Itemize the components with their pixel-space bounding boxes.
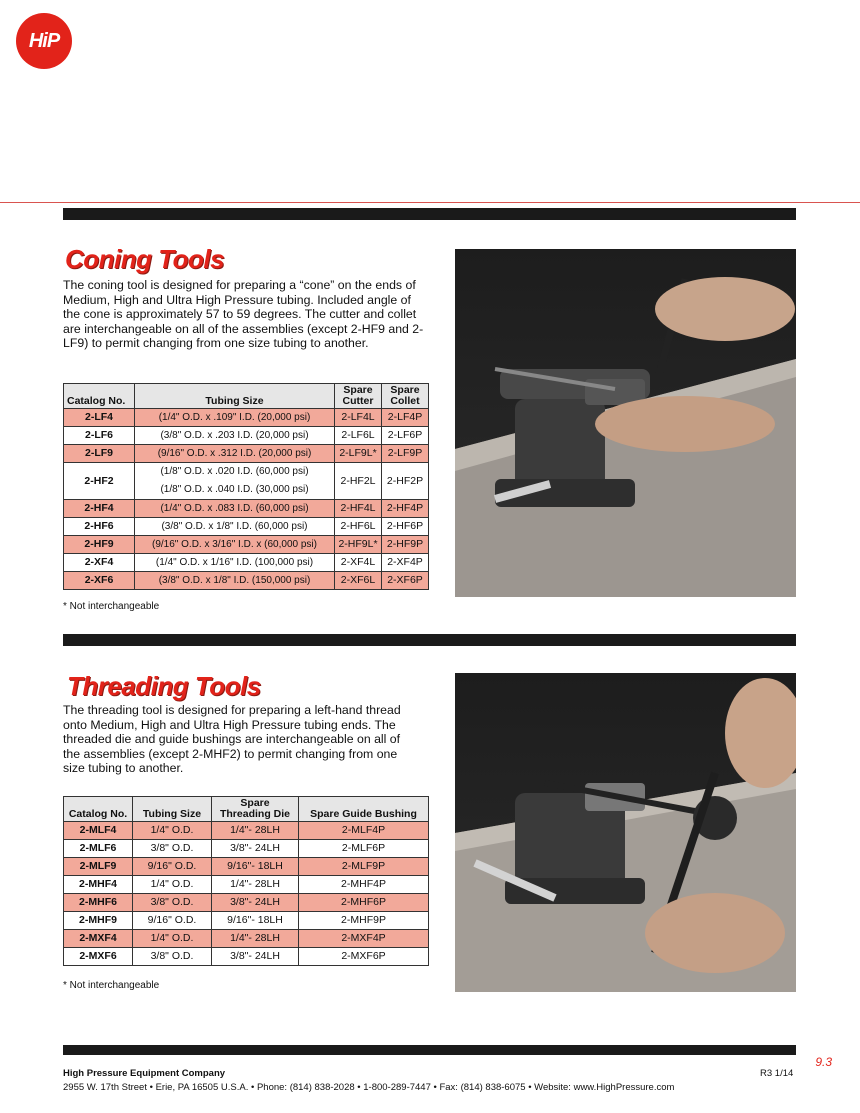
catalog-no: 2-HF6 <box>64 518 135 536</box>
threading-die: 1/4"- 28LH <box>212 930 299 948</box>
catalog-no: 2-HF9 <box>64 536 135 554</box>
page-number: 9.3 <box>815 1055 832 1069</box>
catalog-no: 2-LF9 <box>64 445 135 463</box>
coning-table <box>63 383 429 590</box>
table-row <box>64 894 429 912</box>
table-row <box>64 876 429 894</box>
tubing-size: (1/4" O.D. x .109" I.D. (20,000 psi) <box>135 409 335 427</box>
table-row <box>64 912 429 930</box>
catalog-no: 2-XF6 <box>64 572 135 590</box>
company-logo <box>16 13 72 69</box>
table-row <box>64 536 429 554</box>
spare-collet: 2-HF2P <box>382 463 429 500</box>
col-tubing: Tubing Size <box>135 384 335 409</box>
spare-collet: 2-LF6P <box>382 427 429 445</box>
spare-cutter: 2-HF6L <box>335 518 382 536</box>
catalog-no: 2-LF6 <box>64 427 135 445</box>
threading-table <box>63 796 429 966</box>
catalog-no: 2-MXF4 <box>64 930 133 948</box>
threading-die: 1/4"- 28LH <box>212 876 299 894</box>
table-row <box>64 409 429 427</box>
table-row <box>64 572 429 590</box>
tubing-size-line2: (1/8" O.D. x .040 I.D. (30,000 psi) <box>160 484 309 495</box>
col-catalog: Catalog No. <box>64 797 133 822</box>
catalog-no: 2-MXF6 <box>64 948 133 966</box>
guide-bushing: 2-MXF4P <box>299 930 429 948</box>
logo-text: HiP <box>28 30 60 52</box>
tubing-size: (9/16" O.D. x 3/16" I.D. x (60,000 psi) <box>135 536 335 554</box>
guide-bushing: 2-MXF6P <box>299 948 429 966</box>
company-name: High Pressure Equipment Company <box>63 1068 226 1079</box>
threading-title: Threading Tools <box>67 671 261 701</box>
threading-photo-illustration <box>455 673 796 992</box>
tubing-size: (9/16" O.D. x .312 I.D. (20,000 psi) <box>135 445 335 463</box>
tubing-size: (3/8" O.D. x .203 I.D. (20,000 psi) <box>135 427 335 445</box>
tubing-size <box>135 463 335 500</box>
coning-footnote: * Not interchangeable <box>63 601 160 612</box>
catalog-no: 2-HF4 <box>64 500 135 518</box>
guide-bushing: 2-MLF6P <box>299 840 429 858</box>
spare-cutter: 2-HF9L* <box>335 536 382 554</box>
coning-photo-illustration <box>455 249 796 597</box>
coning-description: The coning tool is designed for preparing a “cone” on the ends of Medium, High and Ultra High Pressure tubing. Included angle of the cone is approximately 57 to 59 degrees. The cutter and collet are interchangeable on all of the assemblies (except 2-HF9 and 2-LF9) to permit changing from one size tubing to another. <box>63 278 424 351</box>
table-row <box>64 518 429 536</box>
table-row <box>64 858 429 876</box>
spare-collet: 2-XF6P <box>382 572 429 590</box>
company-address: 2955 W. 17th Street • Erie, PA 16505 U.S.A. • Phone: (814) 838-2028 • 1-800-289-7447 • Fax: (814) 838-6075 • Website: www.HighPressure.com <box>63 1082 675 1093</box>
tubing-size: 3/8" O.D. <box>133 948 212 966</box>
table-row <box>64 427 429 445</box>
threading-die: 3/8"- 24LH <box>212 894 299 912</box>
spare-cutter: 2-HF4L <box>335 500 382 518</box>
col-spare-collet: Spare Collet <box>382 384 429 409</box>
coning-title: Coning Tools <box>65 244 225 274</box>
tubing-size: 1/4" O.D. <box>133 876 212 894</box>
spare-collet: 2-LF9P <box>382 445 429 463</box>
threading-footnote: * Not interchangeable <box>63 980 160 991</box>
tubing-size: 1/4" O.D. <box>133 822 212 840</box>
spare-cutter: 2-XF6L <box>335 572 382 590</box>
table-row <box>64 445 429 463</box>
spare-cutter: 2-HF2L <box>335 463 382 500</box>
spare-collet: 2-XF4P <box>382 554 429 572</box>
tubing-size: 3/8" O.D. <box>133 840 212 858</box>
catalog-no: 2-MHF4 <box>64 876 133 894</box>
table-row <box>64 463 429 500</box>
tubing-size: (1/4" O.D. x .083 I.D. (60,000 psi) <box>135 500 335 518</box>
col-tubing: Tubing Size <box>133 797 212 822</box>
spare-cutter: 2-LF4L <box>335 409 382 427</box>
catalog-no: 2-MLF9 <box>64 858 133 876</box>
revision: R3 1/14 <box>760 1068 794 1079</box>
tubing-size: 9/16" O.D. <box>133 858 212 876</box>
spare-collet: 2-HF4P <box>382 500 429 518</box>
tubing-size: (1/4" O.D. x 1/16" I.D. (100,000 psi) <box>135 554 335 572</box>
table-row <box>64 840 429 858</box>
spare-cutter: 2-LF9L* <box>335 445 382 463</box>
tubing-size: 9/16" O.D. <box>133 912 212 930</box>
tubing-size: 3/8" O.D. <box>133 894 212 912</box>
col-guide-bushing: Spare Guide Bushing <box>299 797 429 822</box>
threading-description: The threading tool is designed for preparing a left-hand thread onto Medium, High and Ultra High Pressure tubing ends. The threaded die and guide bushings are interchangeable on all of the assemblies (except 2-MHF2) to permit changing from one size tubing to another. <box>63 703 401 776</box>
spare-collet: 2-HF6P <box>382 518 429 536</box>
catalog-no: 2-MLF6 <box>64 840 133 858</box>
threading-die: 1/4"- 28LH <box>212 822 299 840</box>
coning-tool-photo <box>455 249 796 597</box>
spare-cutter: 2-XF4L <box>335 554 382 572</box>
spare-collet: 2-HF9P <box>382 536 429 554</box>
guide-bushing: 2-MLF4P <box>299 822 429 840</box>
catalog-no: 2-MLF4 <box>64 822 133 840</box>
col-catalog: Catalog No. <box>64 384 135 409</box>
col-spare-cutter: Spare Cutter <box>335 384 382 409</box>
catalog-no: 2-MHF6 <box>64 894 133 912</box>
threading-die: 3/8"- 24LH <box>212 840 299 858</box>
guide-bushing: 2-MHF6P <box>299 894 429 912</box>
tubing-size: (3/8" O.D. x 1/8" I.D. (150,000 psi) <box>135 572 335 590</box>
threading-tool-photo <box>455 673 796 992</box>
spare-collet: 2-LF4P <box>382 409 429 427</box>
table-row <box>64 500 429 518</box>
footer-rule <box>63 1045 796 1055</box>
catalog-no: 2-XF4 <box>64 554 135 572</box>
section-divider-threading <box>63 634 796 646</box>
table-row <box>64 554 429 572</box>
tubing-size: (3/8" O.D. x 1/8" I.D. (60,000 psi) <box>135 518 335 536</box>
col-threading-die: Spare Threading Die <box>212 797 299 822</box>
header-rule <box>0 202 860 203</box>
catalog-no: 2-LF4 <box>64 409 135 427</box>
catalog-no: 2-HF2 <box>64 463 135 500</box>
guide-bushing: 2-MHF4P <box>299 876 429 894</box>
tubing-size: 1/4" O.D. <box>133 930 212 948</box>
threading-die: 9/16"- 18LH <box>212 912 299 930</box>
table-row <box>64 930 429 948</box>
catalog-no: 2-MHF9 <box>64 912 133 930</box>
threading-die: 3/8"- 24LH <box>212 948 299 966</box>
guide-bushing: 2-MLF9P <box>299 858 429 876</box>
guide-bushing: 2-MHF9P <box>299 912 429 930</box>
spare-cutter: 2-LF6L <box>335 427 382 445</box>
tubing-size-line1: (1/8" O.D. x .020 I.D. (60,000 psi) <box>160 466 309 477</box>
section-divider-coning <box>63 208 796 220</box>
table-row <box>64 822 429 840</box>
threading-die: 9/16"- 18LH <box>212 858 299 876</box>
table-row <box>64 948 429 966</box>
